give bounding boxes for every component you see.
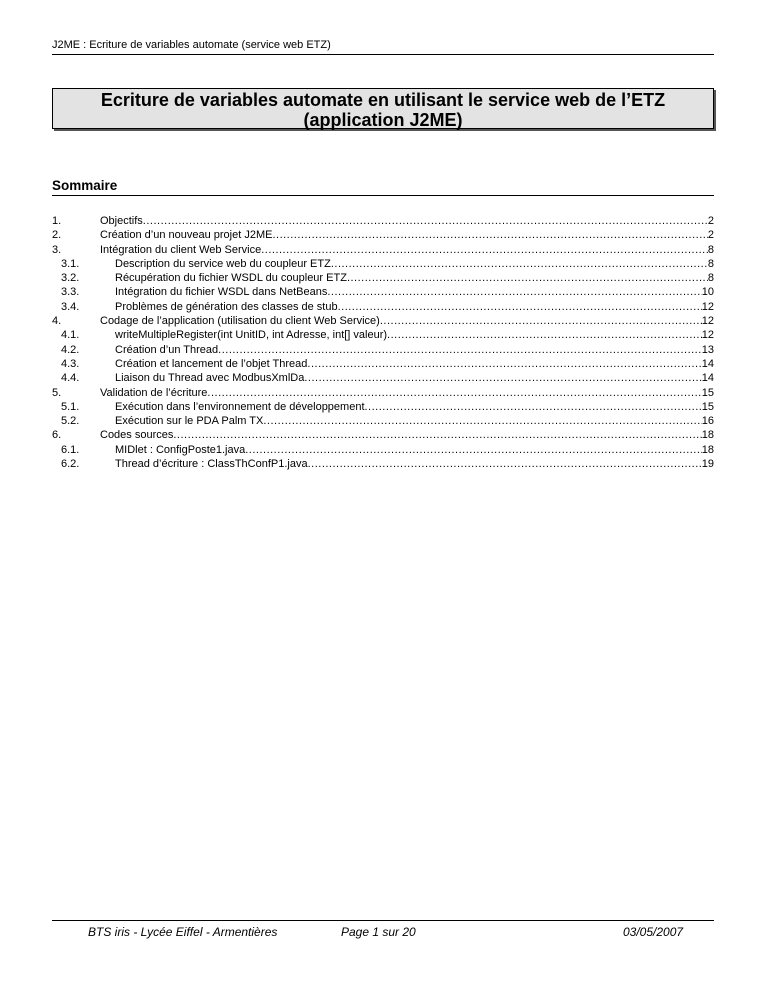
toc-entry-number: 2. [52, 229, 62, 242]
title-line-1: Ecriture de variables automate en utilisant le service web de l’ETZ [100, 90, 666, 110]
toc-leader-dots [307, 357, 701, 371]
toc-entry-number: 4.1. [61, 329, 80, 342]
toc-entry[interactable] [52, 371, 714, 385]
toc-leader-dots [308, 457, 702, 471]
toc-entry[interactable] [52, 314, 714, 328]
toc-entry-label: Intégration du fichier WSDL dans NetBeans [115, 286, 328, 299]
footer-page-number: Page 1 sur 20 [341, 925, 416, 939]
toc-entry-number: 5. [52, 386, 62, 399]
toc-leader-dots [272, 228, 707, 242]
toc-entry[interactable] [52, 457, 714, 471]
toc-entry-label: MIDlet : ConfigPoste1.java [115, 443, 246, 456]
toc-entry-label: Création d’un Thread [115, 343, 219, 356]
toc-entry-label: Création d’un nouveau projet J2ME [100, 229, 273, 242]
toc-entry-number: 3.3. [61, 286, 80, 299]
toc-entry-label: Intégration du client Web Service [100, 243, 262, 256]
toc-leader-dots [218, 343, 702, 357]
toc-entry-page: 8 [707, 257, 714, 270]
toc-entry-label: Objectifs [100, 215, 143, 227]
toc-entry-number: 5.1. [61, 400, 80, 413]
toc-leader-dots [207, 386, 701, 400]
toc-leader-dots [347, 271, 708, 285]
toc-entry-page: 12 [701, 300, 714, 313]
toc-entry-label: Thread d’écriture : ClassThConfP1.java [115, 458, 308, 471]
toc-entry[interactable] [52, 328, 714, 342]
toc-entry-label: Problèmes de génération des classes de stub [115, 300, 338, 313]
toc-leader-dots [304, 371, 701, 385]
toc-entry-page: 14 [701, 372, 714, 385]
toc-entry[interactable] [52, 300, 714, 314]
toc-entry[interactable] [52, 357, 714, 371]
toc-entry-number: 3.1. [61, 257, 80, 270]
toc-entry-label: Description du service web du coupleur ETZ [115, 257, 331, 270]
toc-entry-page: 8 [707, 272, 714, 285]
toc-entry-number: 6.2. [61, 458, 80, 471]
document-title [52, 88, 714, 129]
toc-entry-label: Liaison du Thread avec ModbusXmlDa [115, 372, 305, 385]
toc-entry-page: 14 [701, 357, 714, 370]
toc-entry-page: 10 [701, 286, 714, 299]
toc-entry[interactable] [52, 414, 714, 428]
toc-leader-dots [331, 257, 708, 271]
toc-entry-label: Validation de l’écriture [100, 386, 208, 399]
toc-entry-label: writeMultipleRegister(int UnitID, int Adresse, int[] valeur) [115, 329, 388, 342]
toc-entry[interactable] [52, 243, 714, 257]
toc-leader-dots [173, 428, 701, 442]
toc-entry-label: Récupération du fichier WSDL du coupleur ETZ [115, 272, 347, 285]
toc-entry-page: 18 [701, 443, 714, 456]
footer-school: BTS iris - Lycée Eiffel - Armentières [88, 925, 278, 939]
toc-leader-dots [263, 414, 701, 428]
toc-entry-label: Création et lancement de l’objet Thread [115, 357, 308, 370]
toc-entry-page: 2 [707, 229, 714, 242]
toc-entry-page: 8 [707, 243, 714, 256]
toc-entry[interactable] [52, 257, 714, 271]
toc-entry-number: 3. [52, 243, 62, 256]
toc-entry-label: Codage de l’application (utilisation du client Web Service) [100, 315, 380, 328]
footer-date: 03/05/2007 [623, 925, 684, 939]
toc-entry-page: 15 [701, 386, 714, 399]
toc-entry[interactable] [52, 428, 714, 442]
toc-entry-number: 3.4. [61, 300, 80, 313]
toc-entry-page: 15 [701, 400, 714, 413]
toc-entry[interactable] [52, 343, 714, 357]
toc-leader-dots [327, 285, 701, 299]
toc-entry[interactable] [52, 214, 714, 228]
toc-entry-label: Exécution sur le PDA Palm TX [115, 415, 264, 428]
toc-entry-label: Exécution dans l’environnement de développement [115, 400, 365, 413]
toc-leader-dots [380, 314, 702, 328]
toc-entry-number: 4. [52, 315, 62, 328]
table-of-contents [52, 214, 714, 471]
toc-leader-dots [338, 300, 702, 314]
toc-entry-number: 5.2. [61, 415, 80, 428]
toc-entry-page: 12 [701, 315, 714, 328]
toc-entry-number: 4.2. [61, 343, 80, 356]
running-header: J2ME : Ecriture de variables automate (service web ETZ) [52, 39, 714, 55]
footer-divider [52, 920, 714, 921]
toc-entry[interactable] [52, 386, 714, 400]
toc-entry[interactable] [52, 400, 714, 414]
toc-entry-page: 2 [707, 215, 714, 227]
toc-entry-page: 19 [701, 458, 714, 471]
toc-entry-number: 6.1. [61, 443, 80, 456]
toc-entry-label: Codes sources [100, 429, 174, 442]
toc-entry-page: 16 [701, 415, 714, 428]
toc-entry[interactable] [52, 271, 714, 285]
toc-entry[interactable] [52, 285, 714, 299]
toc-leader-dots [365, 400, 702, 414]
toc-leader-dots [387, 328, 702, 342]
toc-entry-page: 18 [701, 429, 714, 442]
toc-entry-number: 1. [52, 215, 62, 227]
toc-entry-number: 6. [52, 429, 62, 442]
toc-entry[interactable] [52, 443, 714, 457]
toc-entry[interactable] [52, 228, 714, 242]
toc-leader-dots [245, 443, 702, 457]
toc-entry-page: 12 [701, 329, 714, 342]
toc-leader-dots [261, 243, 708, 257]
summary-heading: Sommaire [52, 178, 714, 196]
toc-entry-number: 4.4. [61, 372, 80, 385]
toc-entry-page: 13 [701, 343, 714, 356]
toc-entry-number: 4.3. [61, 357, 80, 370]
toc-entry-number: 3.2. [61, 272, 80, 285]
title-line-2: (application J2ME) [303, 110, 463, 130]
toc-leader-dots [143, 214, 708, 228]
